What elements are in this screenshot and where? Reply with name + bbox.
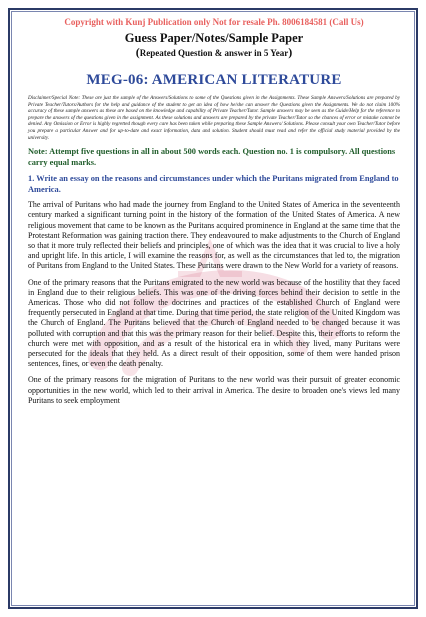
subtitle-text: Repeated Question & answer in 5 Year <box>139 48 289 58</box>
answer-paragraph: One of the primary reasons for the migration of Puritans to the new world was their pursuit of greater economic opportunities in the new world, which led to their arrival in America. The desire to broaden one's views led many Puritans to seek employment <box>28 375 400 405</box>
header-subtitle <box>28 46 400 59</box>
instructions-note: Note: Attempt five questions in all in about 500 words each. Question no. 1 is compulsory. All questions carry equal marks. <box>28 147 396 167</box>
subtitle-close-paren: ) <box>288 45 293 59</box>
question-heading: 1. Write an essay on the reasons and circumstances under which the Puritans migrated from England to America. <box>28 174 399 194</box>
answer-paragraph: The arrival of Puritans who had made the journey from England to the United States of America in the seventeenth century marked a significant turning point in the history of the formation of the United States of America. A new religious movement that came to be known as the Puritans acquired prominence in England at the same time that the Protestant Reformation was gaining traction there. They endeavoured to make adjustments to the Church of England so that it more truly reflected their beliefs and principles, one of which was the idea that it was crucial to live a holy and upright life. In this article, I will examine the reasons for, as well as the circumstances that led to, the migration of Puritans from England to the United States. These Puritans were drawn to the New World for a variety of reasons. <box>28 200 400 271</box>
answer-paragraph: One of the primary reasons that the Puritans emigrated to the new world was because of the hostility that they faced in England due to their religious beliefs. This was one of the driving forces behind their decision to settle in the Americas. Those who did not follow the doctrines and practices of the established Church of England were frequently persecuted in England at that time. During that time period, the state religion of the United Kingdom was the Church of England. The Puritans believed that the Church of England needed to be changed because it was polluted with corruption and that this was the primary reason for their belief. Despite this, their efforts to reform the church were met with opposition, and as a result of the historical era in which they lived, many Puritans were persecuted for the ideals that they held. As a direct result of their opposition, some of them were handed prison sentences, fines, or even the death penalty. <box>28 277 400 369</box>
page-content <box>28 16 400 412</box>
disclaimer-text: Disclaimer/Special Note: These are just the sample of the Answers/Solutions to some of the Questions given in the Assignments. These Sample Answers/Solutions are prepared by Private Teacher/Tutors/Authors for the help and guidance of the student to get an idea of how he/she can answer the Questions given the Assignments. We do not claim 100% accuracy of these sample answers as these are based on the knowledge and capability of Private Teacher/Tutor. Sample answers may be seen as the Guide/Help for the reference to prepare the answers of the questions given in the assignment. As these solutions and answers are prepared by the private Teacher/Tutor so the chances of error or mistake cannot be denied. Any Omission or Error is highly regretted though every care has been taken while preparing these Sample Answers/ Solutions. Please consult your own Teacher/Tutor before you prepare a particular Answer and for up-to-date and exact information, data and solution. Student should must read and refer the official study material provided by the university. <box>28 95 400 141</box>
document-title: MEG-06: AMERICAN LITERATURE <box>86 72 342 88</box>
copyright-banner: Copyright with Kunj Publication only Not for resale Ph. 8006184581 (Call Us) <box>64 17 364 27</box>
subtitle-open-paren: ( <box>135 45 140 59</box>
header-title: Guess Paper/Notes/Sample Paper <box>124 31 304 45</box>
